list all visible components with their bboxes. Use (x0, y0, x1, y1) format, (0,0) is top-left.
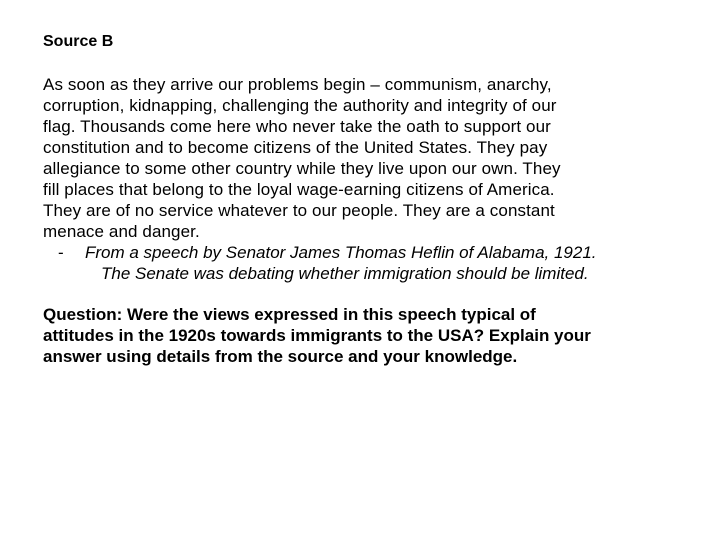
quote-line: fill places that belong to the loyal wage-earning citizens of America. (43, 180, 555, 199)
attribution-line (43, 242, 693, 263)
quote-line: flag. Thousands come here who never take the oath to support our (43, 117, 551, 136)
slide-content (43, 30, 693, 367)
quote-line: corruption, kidnapping, challenging the authority and integrity of our (43, 96, 557, 115)
source-attribution (43, 242, 693, 284)
question (43, 304, 693, 367)
attribution-text: From a speech by Senator James Thomas Heflin of Alabama, 1921. (85, 243, 597, 262)
question-line: Question: Were the views expressed in this speech typical of (43, 305, 536, 324)
question-line: attitudes in the 1920s towards immigrants to the USA? Explain your (43, 326, 591, 345)
quote-line: allegiance to some other country while they live upon our own. They (43, 159, 561, 178)
source-quote (43, 74, 693, 242)
question-line: answer using details from the source and your knowledge. (43, 347, 518, 366)
source-title: Source B (43, 33, 114, 50)
quote-line: As soon as they arrive our problems begin – communism, anarchy, (43, 75, 552, 94)
attribution-context: The Senate was debating whether immigration should be limited. (101, 264, 589, 283)
attribution-dash: - (58, 243, 64, 262)
quote-line: menace and danger. (43, 222, 200, 241)
quote-line: They are of no service whatever to our people. They are a constant (43, 201, 555, 220)
quote-line: constitution and to become citizens of the United States. They pay (43, 138, 548, 157)
